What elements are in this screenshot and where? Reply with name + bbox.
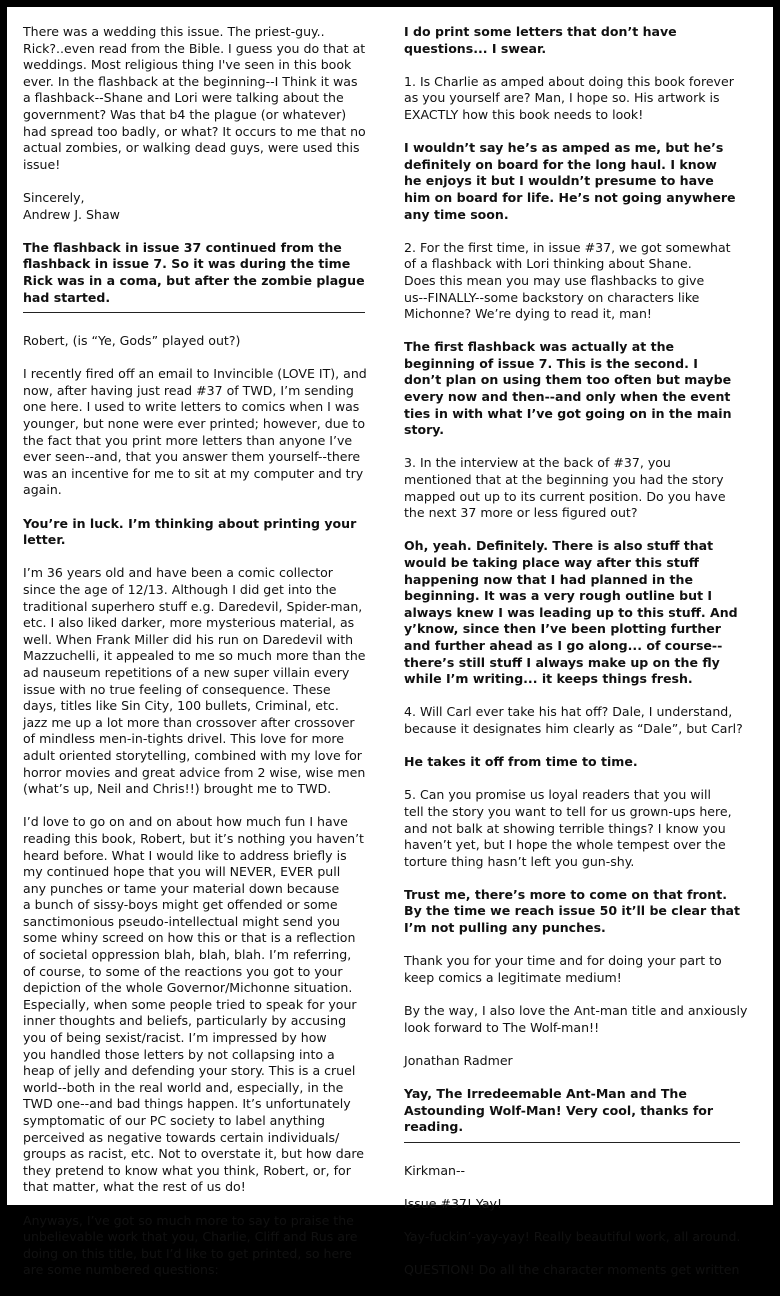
letter-question: 3. In the interview at the back of #37, you mentioned that at the beginning you had the story mapped out up to its current position. Do you have the next 37 more or less figured out?	[404, 455, 726, 521]
letter-paragraph: I’m 36 years old and have been a comic collector since the age of 12/13. Although I did get into the traditional superhero stuff e.g. Daredevil, Spider-man, etc. I also liked darker, more mysterious material, as well. When Frank Miller did his run on Daredevil with Mazzuchelli, it appealed to me so much more than the ad nauseum repetitions of a new super villain every issue with no true feeling of consequence. These days, titles like Sin City, 100 bullets, Criminal, etc. jazz me up a lot more than crossover after crossover of mindless men-in-tights drivel. This love for more adult oriented storytelling, combined with my love for horror movies and great advice from 2 wise, wise men (what’s up, Neil and Chris!!) brought me to TWD.	[23, 565, 366, 797]
editor-reply: You’re in luck. I’m thinking about printing your letter.	[23, 515, 357, 548]
letter-question: 4. Will Carl ever take his hat off? Dale, I understand, because it designates him clearly as “Dale”, but Carl?	[404, 704, 743, 736]
editor-reply: The first flashback was actually at the beginning of issue 7. This is the second. I don’t plan on using them too often but maybe every now and then--and only when the event ties in with what I’ve got going on in the main story.	[404, 339, 732, 438]
letter-signoff: Sincerely,	[23, 189, 85, 205]
letter-salutation: Robert, (is “Ye, Gods” played out?)	[23, 333, 241, 349]
letter-paragraph: Issue #37! Yay!	[404, 1195, 503, 1211]
left-column	[23, 24, 385, 1296]
editor-reply: He takes it off from time to time.	[404, 754, 638, 770]
editor-reply: Yay, The Irredeemable Ant-Man and The Astounding Wolf-Man! Very cool, thanks for reading.	[404, 1086, 714, 1135]
editor-reply: I wouldn’t say he’s as amped as me, but he’s definitely on board for the long haul. I know he enjoys it but I wouldn’t presume to have him on board for life. He’s not going anywhere any time soon.	[404, 140, 736, 222]
letter-paragraph: Thank you for your time and for doing your part to keep comics a legitimate medium!	[404, 953, 722, 985]
letter-question: 1. Is Charlie as amped about doing this book forever as you yourself are? Man, I hope so. His artwork is EXACTLY how this book needs to look!	[404, 73, 734, 122]
letters-page	[7, 7, 773, 1278]
editor-reply: Oh, yeah. Definitely. There is also stuff that would be taking place way after this stuff happening now that I had planned in the beginning. It was a very rough outline but I always knew I was leading up to this stuff. And y’know, since then I’ve been plotting further and further ahead as I go along... of course-- there’s still stuff I always make up on the fly while I’m writing... it keeps things fresh.	[404, 538, 738, 687]
letter-salutation: Kirkman--	[404, 1162, 466, 1178]
right-column	[404, 24, 764, 1296]
letter-signature: Andrew J. Shaw	[23, 206, 120, 222]
section-divider	[23, 312, 365, 313]
letter-paragraph: I’d love to go on and on about how much fun I have reading this book, Robert, but it’s nothing you haven’t heard before. What I would like to address briefly is my continued hope that you will NEVER, EVER pull any punches or tame your material down because a bunch of sissy-boys might get offended or some sanctimonious pseudo-intellectual might send you some whiny screed on how this or that is a reflection of societal oppression blah, blah, blah. I’m referring, of course, to some of the reactions you got to your depiction of the whole Governor/Michonne situation. Especially, when some people tried to speak for your inner thoughts and beliefs, particularly by accusing you of being sexist/racist. I’m impressed by how you handled those letters by not collapsing into a heap of jelly and defending your story. This is a cruel world--both in the real world and, especially, in the TWD one--and bad things happen. It’s unfortunately symptomatic of our PC society to label anything perceived as negative towards certain individuals/ groups as racist, etc. Not to overstate it, but how dare they pretend to know what you think, Robert, or, for that matter, what the rest of us do!	[23, 814, 365, 1195]
letter-paragraph: I recently fired off an email to Invincible (LOVE IT), and now, after having just read #37 of TWD, I’m sending one here. I used to write letters to comics when I was younger, but none were ever printed; however, due to the fact that you print more letters than anyone I’ve ever seen--and, that you answer them yourself--there was an incentive for me to sit at my computer and try again.	[23, 366, 367, 498]
section-divider	[404, 1142, 740, 1143]
letter-paragraph: QUESTION! Do all the character moments get written	[404, 1262, 740, 1278]
editor-reply: The flashback in issue 37 continued from the flashback in issue 7. So it was during the time Rick was in a coma, but after the zombie plague had started.	[23, 239, 365, 305]
editor-reply: Trust me, there’s more to come on that front. By the time we reach issue 50 it’ll be clear that I’m not pulling any punches.	[404, 886, 740, 936]
letter-paragraph: Anyways, I’ve got so much more to say to praise the unbelievable work that you, Charlie, Cliff and Rus are doing on this title, but I’d like to get printed, so here are some numbered questions:	[23, 1212, 358, 1278]
letter-question: 2. For the first time, in issue #37, we got somewhat of a flashback with Lori thinking about Shane. Does this mean you may use flashbacks to give us--FINALLY--some backstory on characters like Michonne? We’re dying to read it, man!	[404, 239, 731, 322]
editor-reply: I do print some letters that don’t have questions... I swear.	[404, 24, 677, 56]
letter-paragraph: Yay-fuckin’-yay-yay! Really beautiful work, all around.	[404, 1229, 741, 1245]
letter-paragraph: By the way, I also love the Ant-man title and anxiously look forward to The Wolf-man!!	[404, 1003, 748, 1035]
letter-question: 5. Can you promise us loyal readers that you will tell the story you want to tell for us grown-ups here, and not balk at showing terrible things? I know you haven’t yet, but I hope the whole tempest over the torture thing hasn’t left you gun-shy.	[404, 787, 732, 869]
letter-paragraph: There was a wedding this issue. The priest-guy.. Rick?..even read from the Bible. I guess you do that at weddings. Most religious thing I've seen in this book ever. In the flashback at the beginning--I Think it was a flashback--Shane and Lori were talking about the government? Was that b4 the plague (or whatever) had spread too badly, or what? It occurs to me that no actual zombies, or walking dead guys, were used this issue!	[23, 24, 366, 172]
letter-signature: Jonathan Radmer	[404, 1052, 513, 1068]
